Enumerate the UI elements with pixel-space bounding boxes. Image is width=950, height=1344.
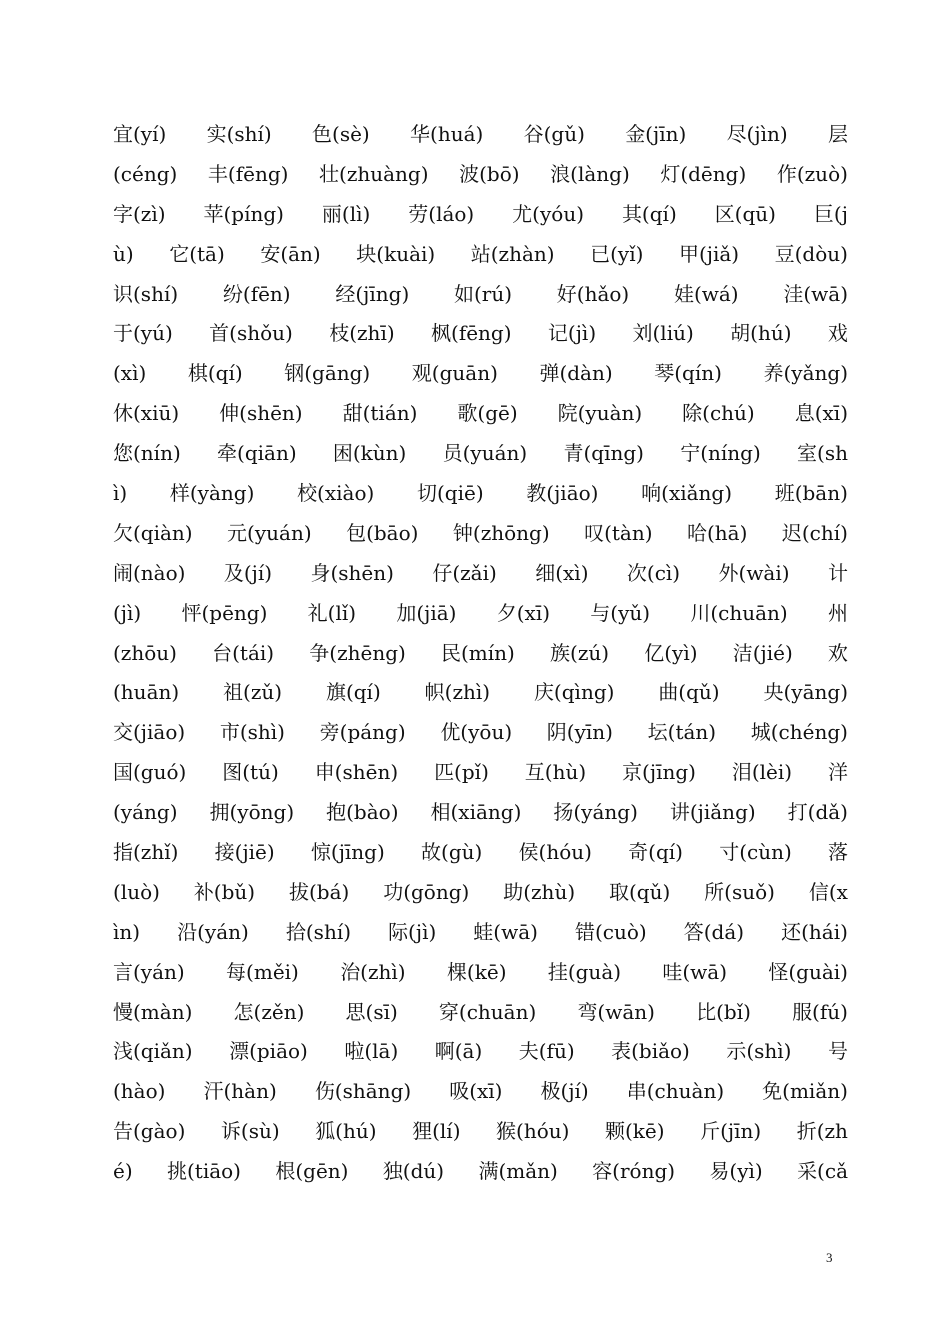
character-entry: 信(x xyxy=(808,879,848,904)
character-entry: 表(biǎo) xyxy=(611,1039,690,1064)
character-entry: 川(chuān) xyxy=(690,600,788,625)
character-entry: 狐(hú) xyxy=(315,1119,377,1144)
character-entry: 员(yuán) xyxy=(442,441,528,466)
character-entry: 串(chuàn) xyxy=(626,1079,725,1104)
character-entry: 宜(yí) xyxy=(113,122,167,146)
character-entry: 穿(chuān) xyxy=(438,999,537,1024)
character-entry: 祖(zǔ) xyxy=(223,680,283,705)
character-entry: 言(yán) xyxy=(113,959,185,984)
character-entry: 青(qīng) xyxy=(563,441,644,466)
character-entry: 扬(yáng) xyxy=(553,800,638,825)
character-entry: 易(yì) xyxy=(709,1159,763,1184)
character-entry: 互(hù) xyxy=(524,760,587,785)
character-entry: 告(gào) xyxy=(113,1119,186,1144)
character-entry: 校(xiào) xyxy=(297,481,375,506)
character-entry: 养(yǎng) xyxy=(763,361,848,386)
character-entry: 洁(jié) xyxy=(732,640,793,665)
text-line xyxy=(113,235,848,275)
text-line xyxy=(113,913,848,953)
character-entry: 怎(zěn) xyxy=(233,999,305,1024)
character-entry: 思(sī) xyxy=(345,999,398,1024)
character-entry: 相(xiāng) xyxy=(430,800,522,825)
character-entry: 记(jì) xyxy=(547,321,597,346)
character-entry: 助(zhù) xyxy=(503,879,576,904)
character-entry: 帜(zhì) xyxy=(424,680,491,705)
character-entry: 央(yāng) xyxy=(763,680,848,705)
character-entry: 切(qiē) xyxy=(416,481,484,506)
character-entry: 民(mín) xyxy=(440,640,515,665)
character-entry: 胡(hú) xyxy=(730,321,792,346)
character-entry: 每(měi) xyxy=(226,959,299,984)
character-entry: 纷(fēn) xyxy=(222,281,291,306)
character-entry: (céng) xyxy=(113,161,178,186)
character-entry: 巨(j xyxy=(813,201,848,226)
character-entry: 匹(pǐ) xyxy=(434,760,489,785)
character-entry: 钟(zhōng) xyxy=(452,520,550,545)
character-entry: 寸(cùn) xyxy=(719,840,792,865)
character-entry: 哈(hā) xyxy=(686,520,748,545)
character-entry: 采(cǎ xyxy=(797,1159,848,1184)
character-entry: 落 xyxy=(828,840,848,865)
text-line xyxy=(113,1112,848,1152)
character-entry: 号 xyxy=(827,1039,848,1064)
character-entry: ì) xyxy=(113,481,128,506)
text-line xyxy=(113,1152,848,1192)
character-entry: 礼(lǐ) xyxy=(307,600,357,625)
character-entry: 侯(hóu) xyxy=(518,840,592,865)
character-entry: 洋 xyxy=(828,760,848,785)
character-entry: 颗(kē) xyxy=(604,1119,665,1144)
character-entry: 安(ān) xyxy=(260,241,321,266)
character-entry: 极(jí) xyxy=(540,1079,589,1104)
character-entry: 京(jīng) xyxy=(622,760,696,785)
character-entry: 曲(qǔ) xyxy=(658,680,720,705)
character-entry: 满(mǎn) xyxy=(478,1159,558,1184)
character-entry: 叹(tàn) xyxy=(584,520,653,545)
character-entry: 样(yàng) xyxy=(169,481,255,506)
character-entry: 娃(wá) xyxy=(673,281,739,306)
character-entry: 加(jiā) xyxy=(396,600,457,625)
character-entry: 际(jì) xyxy=(388,919,437,944)
character-entry: 棵(kē) xyxy=(446,959,507,984)
character-entry: 计 xyxy=(827,560,848,585)
character-entry: 识(shí) xyxy=(113,281,179,306)
character-entry: 示(shì) xyxy=(726,1039,792,1064)
character-entry: (xì) xyxy=(113,361,147,386)
character-entry: 旁(páng) xyxy=(319,720,406,745)
character-entry: 外(wài) xyxy=(718,560,790,585)
character-entry: (zhōu) xyxy=(113,640,177,665)
character-entry: 故(gù) xyxy=(421,840,483,865)
character-entry: 苹(píng) xyxy=(203,201,284,226)
character-entry: 身(shēn) xyxy=(310,560,394,585)
character-entry: 层 xyxy=(827,122,848,146)
character-entry: 拾(shí) xyxy=(285,919,352,944)
character-entry: 首(shǒu) xyxy=(209,321,293,346)
character-entry: 浅(qiǎn) xyxy=(113,1039,193,1064)
character-entry: 申(shēn) xyxy=(314,760,399,785)
character-entry: 取(qǔ) xyxy=(609,879,671,904)
character-entry: (yáng) xyxy=(113,800,178,825)
character-entry: 哇(wā) xyxy=(662,959,728,984)
character-entry: 州 xyxy=(828,600,848,625)
character-entry: (hào) xyxy=(113,1079,166,1104)
text-line xyxy=(113,1032,848,1072)
character-entry: 波(bō) xyxy=(459,161,520,186)
character-entry: 折(zh xyxy=(796,1119,848,1144)
page-number: 3 xyxy=(826,1250,833,1265)
character-entry: 猴(hóu) xyxy=(496,1119,570,1144)
text-line xyxy=(113,155,848,195)
character-entry: 讲(jiǎng) xyxy=(669,800,756,825)
character-entry: 狸(lí) xyxy=(412,1119,461,1144)
character-entry: 欢 xyxy=(827,640,848,665)
character-entry: 啊(ā) xyxy=(434,1039,483,1064)
text-line xyxy=(113,1072,848,1112)
character-entry: 琴(qín) xyxy=(654,361,722,386)
character-entry: 族(zú) xyxy=(550,640,610,665)
character-entry: 作(zuò) xyxy=(776,161,848,186)
text-line xyxy=(113,115,848,155)
character-entry: 根(gēn) xyxy=(275,1159,349,1184)
text-line xyxy=(113,833,848,873)
character-entry: 细(xì) xyxy=(535,560,589,585)
character-entry: 容(róng) xyxy=(592,1159,676,1184)
character-entry: 班(bān) xyxy=(774,481,848,506)
character-entry: 室(sh xyxy=(797,441,848,466)
character-entry: 吸(xī) xyxy=(449,1079,503,1104)
character-entry: 还(hái) xyxy=(781,919,848,944)
character-entry: 漂(piāo) xyxy=(229,1039,308,1064)
character-entry: 字(zì) xyxy=(113,201,166,226)
character-entry: 夕(xī) xyxy=(496,600,551,625)
text-line xyxy=(113,634,848,674)
character-entry: 如(rú) xyxy=(453,281,513,306)
character-entry: 惊(jīng) xyxy=(310,840,385,865)
character-entry: 尽(jìn) xyxy=(726,122,788,146)
character-entry: 奇(qí) xyxy=(628,840,683,865)
character-entry: 泪(lèi) xyxy=(731,760,793,785)
character-entry: 欠(qiàn) xyxy=(113,520,193,545)
character-entry: 您(nín) xyxy=(113,441,181,466)
text-line xyxy=(113,953,848,993)
character-entry: 拔(bá) xyxy=(288,879,350,904)
character-entry: 慢(màn) xyxy=(113,999,193,1024)
character-pinyin-list xyxy=(113,115,848,1192)
character-entry: 丰(fēng) xyxy=(207,161,289,186)
character-entry: ù) xyxy=(113,241,134,266)
character-entry: 除(chú) xyxy=(682,401,755,426)
character-entry: 斤(jīn) xyxy=(700,1119,762,1144)
character-entry: 宁(níng) xyxy=(680,441,761,466)
character-entry: 交(jiāo) xyxy=(113,720,186,745)
character-entry: 图(tú) xyxy=(222,760,279,785)
character-entry: 牵(qiān) xyxy=(217,441,297,466)
character-entry: 怦(pēng) xyxy=(181,600,268,625)
character-entry: 庆(qìng) xyxy=(533,680,615,705)
text-line xyxy=(113,394,848,434)
character-entry: 元(yuán) xyxy=(227,520,312,545)
character-entry: 怪(guài) xyxy=(768,959,848,984)
text-line xyxy=(113,195,848,235)
character-entry: 已(yǐ) xyxy=(590,241,644,266)
character-entry: 华(huá) xyxy=(410,122,484,146)
character-entry: 补(bǔ) xyxy=(193,879,256,904)
character-entry: 尤(yóu) xyxy=(512,201,584,226)
character-entry: 劳(láo) xyxy=(408,201,475,226)
character-entry: 挂(guà) xyxy=(547,959,622,984)
character-entry: 弹(dàn) xyxy=(539,361,613,386)
text-line xyxy=(113,594,848,634)
character-entry: 刘(liú) xyxy=(632,321,694,346)
character-entry: 诉(sù) xyxy=(220,1119,280,1144)
character-entry: 迟(chí) xyxy=(781,520,848,545)
character-entry: 争(zhēng) xyxy=(309,640,406,665)
character-entry: 台(tái) xyxy=(212,640,275,665)
text-line xyxy=(113,673,848,713)
text-line xyxy=(113,554,848,594)
character-entry: 指(zhǐ) xyxy=(113,840,179,865)
character-entry: 答(dá) xyxy=(683,919,745,944)
character-entry: 啦(lā) xyxy=(344,1039,399,1064)
text-line xyxy=(113,793,848,833)
character-entry: 比(bǐ) xyxy=(696,999,751,1024)
text-line xyxy=(113,354,848,394)
character-entry: (jì) xyxy=(113,600,142,625)
character-entry: 灯(dēng) xyxy=(660,161,747,186)
character-entry: 色(sè) xyxy=(312,122,370,146)
character-entry: 站(zhàn) xyxy=(470,241,555,266)
character-entry: 实(shí) xyxy=(206,122,272,146)
character-entry: 挑(tiāo) xyxy=(166,1159,241,1184)
character-entry: 次(cì) xyxy=(626,560,681,585)
character-entry: 谷(gǔ) xyxy=(523,122,585,146)
text-line xyxy=(113,873,848,913)
character-entry: 仔(zǎi) xyxy=(432,560,497,585)
character-entry: 城(chéng) xyxy=(750,720,848,745)
character-entry: 与(yǔ) xyxy=(590,600,651,625)
character-entry: 棋(qí) xyxy=(187,361,243,386)
character-entry: 汗(hàn) xyxy=(203,1079,277,1104)
character-entry: 壮(zhuàng) xyxy=(319,161,429,186)
character-entry: 歌(gē) xyxy=(457,401,518,426)
character-entry: 免(miǎn) xyxy=(762,1079,848,1104)
character-entry: 浪(làng) xyxy=(550,161,630,186)
character-entry: 于(yú) xyxy=(113,321,173,346)
character-entry: 伤(shāng) xyxy=(314,1079,412,1104)
character-entry: 夫(fū) xyxy=(518,1039,575,1064)
character-entry: 打(dǎ) xyxy=(787,800,848,825)
character-entry: 错(cuò) xyxy=(574,919,647,944)
character-entry: 教(jiāo) xyxy=(526,481,599,506)
character-entry: é) xyxy=(113,1159,133,1184)
character-entry: 及(jí) xyxy=(223,560,273,585)
character-entry: (huān) xyxy=(113,680,180,705)
character-entry: 功(gōng) xyxy=(383,879,470,904)
text-line xyxy=(113,434,848,474)
text-line xyxy=(113,514,848,554)
text-line xyxy=(113,275,848,315)
character-entry: 其(qí) xyxy=(621,201,677,226)
character-entry: 坛(tán) xyxy=(647,720,717,745)
character-entry: 院(yuàn) xyxy=(557,401,643,426)
character-entry: 息(xī) xyxy=(794,401,848,426)
character-entry: 它(tā) xyxy=(169,241,225,266)
character-entry: 弯(wān) xyxy=(577,999,655,1024)
character-entry: 市(shì) xyxy=(219,720,285,745)
character-entry: 沿(yán) xyxy=(177,919,249,944)
character-entry: 戏 xyxy=(827,321,848,346)
character-entry: 服(fú) xyxy=(792,999,848,1024)
character-entry: 好(hǎo) xyxy=(556,281,630,306)
character-entry: 洼(wā) xyxy=(783,281,848,306)
character-entry: 治(zhì) xyxy=(340,959,406,984)
character-entry: 枫(fēng) xyxy=(431,321,512,346)
character-entry: 响(xiǎng) xyxy=(641,481,733,506)
character-entry: 拥(yōng) xyxy=(209,800,295,825)
character-entry: 接(jiē) xyxy=(214,840,275,865)
character-entry: 观(guān) xyxy=(411,361,498,386)
character-entry: 区(qū) xyxy=(714,201,776,226)
character-entry: 所(suǒ) xyxy=(704,879,775,904)
character-entry: 钢(gāng) xyxy=(284,361,371,386)
character-entry: 经(jīng) xyxy=(335,281,410,306)
character-entry: 休(xiū) xyxy=(113,401,180,426)
text-line xyxy=(113,753,848,793)
character-entry: 闹(nào) xyxy=(113,560,186,585)
character-entry: 甲(jiǎ) xyxy=(678,241,740,266)
text-line xyxy=(113,474,848,514)
character-entry: 优(yōu) xyxy=(440,720,513,745)
character-entry: 包(bāo) xyxy=(346,520,419,545)
character-entry: 甜(tián) xyxy=(342,401,418,426)
character-entry: 困(kùn) xyxy=(332,441,407,466)
character-entry: 阴(yīn) xyxy=(546,720,613,745)
character-entry: 枝(zhī) xyxy=(329,321,395,346)
character-entry: 块(kuài) xyxy=(356,241,436,266)
character-entry: ìn) xyxy=(113,919,141,944)
character-entry: 国(guó) xyxy=(113,760,187,785)
text-line xyxy=(113,314,848,354)
character-entry: 蛙(wā) xyxy=(473,919,538,944)
text-line xyxy=(113,713,848,753)
character-entry: 旗(qí) xyxy=(325,680,381,705)
character-entry: 伸(shēn) xyxy=(219,401,303,426)
character-entry: 豆(dòu) xyxy=(774,241,848,266)
character-entry: 抱(bào) xyxy=(326,800,399,825)
character-entry: 丽(lì) xyxy=(321,201,371,226)
character-entry: (luò) xyxy=(113,879,160,904)
text-line xyxy=(113,993,848,1033)
character-entry: 金(jīn) xyxy=(625,122,687,146)
character-entry: 独(dú) xyxy=(382,1159,445,1184)
character-entry: 亿(yì) xyxy=(644,640,698,665)
